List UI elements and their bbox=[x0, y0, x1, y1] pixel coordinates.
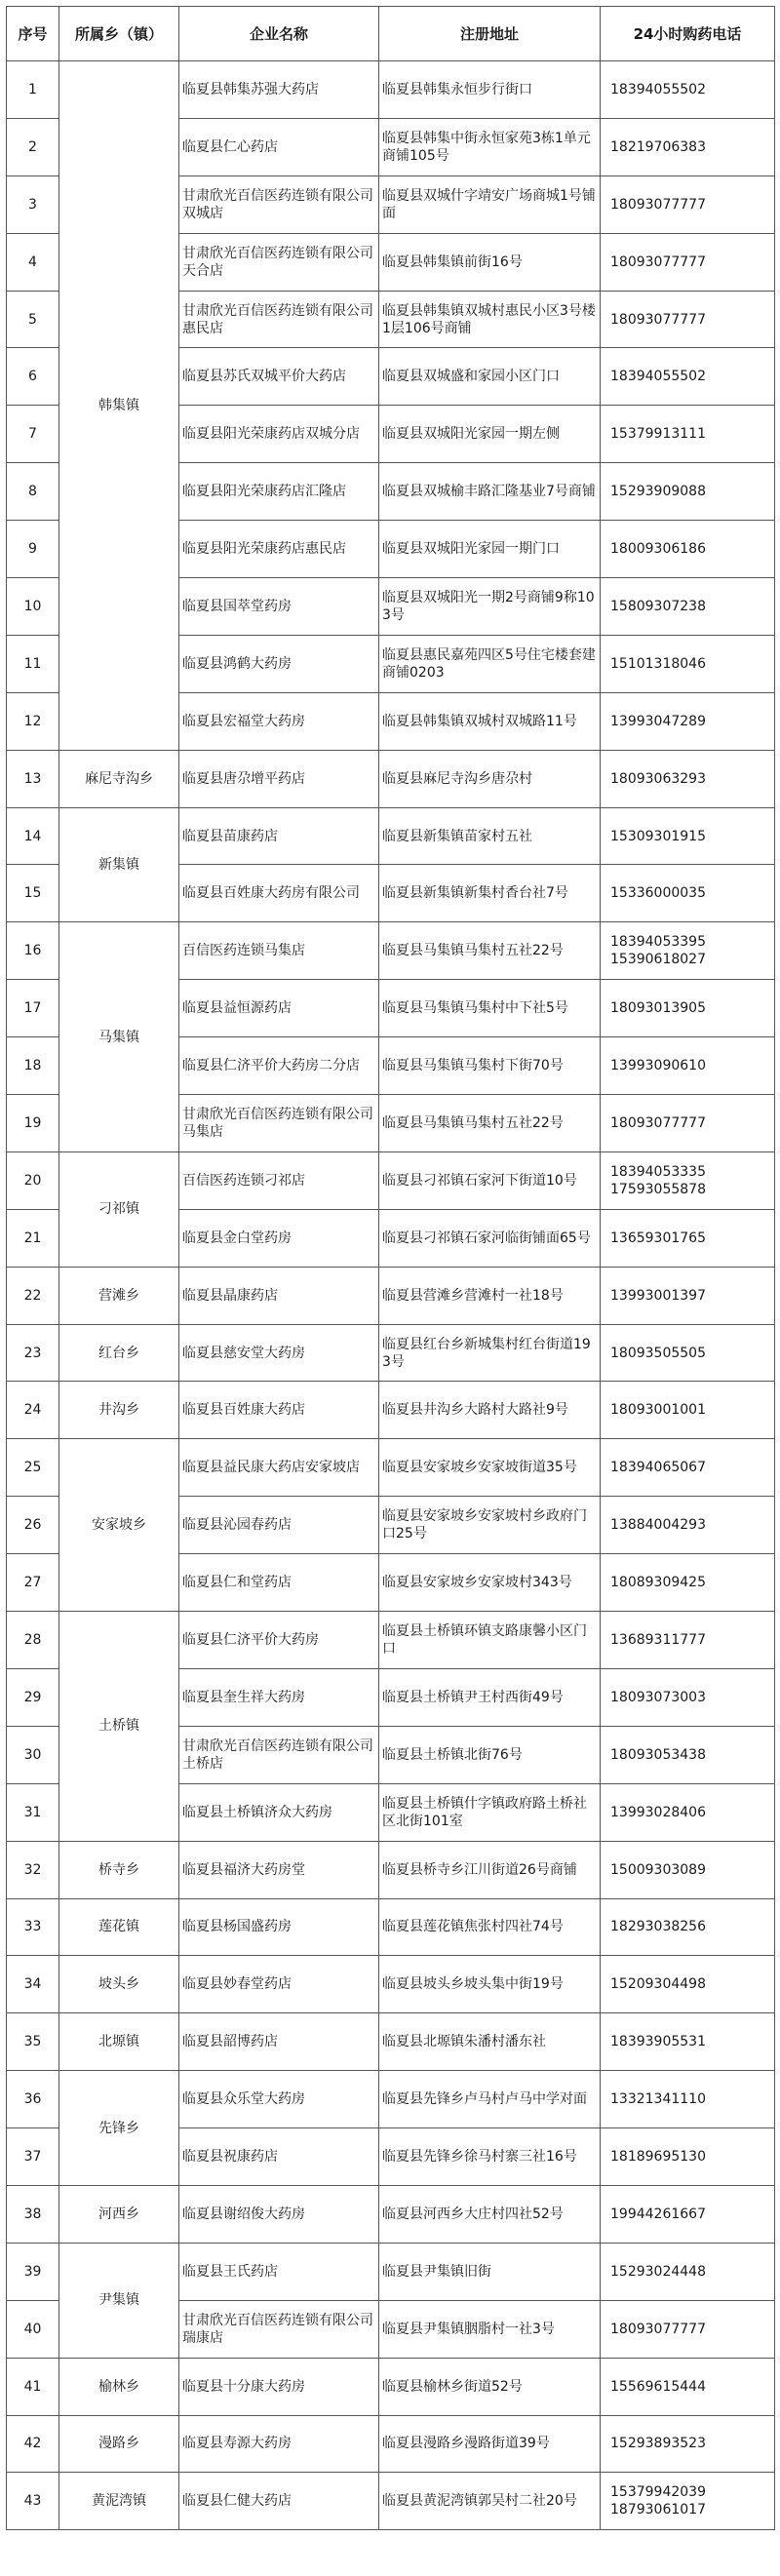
address: 临夏县双城阳光家园一期门口 bbox=[379, 521, 601, 578]
company-name: 临夏县韶博药店 bbox=[179, 2013, 379, 2071]
address: 临夏县红台乡新城集村红台街道193号 bbox=[379, 1324, 601, 1382]
town-cell: 北塬镇 bbox=[59, 2013, 179, 2071]
row-number: 10 bbox=[7, 578, 59, 636]
company-name: 临夏县金白堂药房 bbox=[179, 1209, 379, 1267]
phone: 18393905531 bbox=[601, 2013, 775, 2071]
phone: 18093077777 bbox=[601, 2300, 775, 2358]
company-name: 临夏县谢绍俊大药房 bbox=[179, 2185, 379, 2243]
company-name: 临夏县仁济平价大药房二分店 bbox=[179, 1037, 379, 1095]
town-cell: 红台乡 bbox=[59, 1324, 179, 1382]
address: 临夏县韩集镇双城村惠民小区3号楼1层106号商铺 bbox=[379, 291, 601, 348]
company-name: 甘肃欣光百信医药连锁有限公司双城店 bbox=[179, 176, 379, 233]
address: 临夏县韩集永恒步行街口 bbox=[379, 61, 601, 119]
address: 临夏县土桥镇什字镇政府路土桥社区北街101室 bbox=[379, 1783, 601, 1841]
address: 临夏县坡头乡坡头集中街19号 bbox=[379, 1956, 601, 2013]
phone: 13321341110 bbox=[601, 2071, 775, 2128]
phone: 15309301915 bbox=[601, 807, 775, 865]
address: 临夏县黄泥湾镇郭吴村二社20号 bbox=[379, 2473, 601, 2530]
company-name: 甘肃欣光百信医药连锁有限公司马集店 bbox=[179, 1095, 379, 1152]
row-number: 3 bbox=[7, 176, 59, 233]
row-number: 2 bbox=[7, 118, 59, 176]
phone: 18093505505 bbox=[601, 1324, 775, 1382]
town-cell: 莲花镇 bbox=[59, 1898, 179, 1956]
address: 临夏县安家坡乡安家坡村乡政府门口25号 bbox=[379, 1497, 601, 1554]
address: 临夏县尹集镇旧街 bbox=[379, 2243, 601, 2300]
row-number: 17 bbox=[7, 980, 59, 1037]
table-row bbox=[7, 750, 775, 807]
company-name: 临夏县阳光荣康药店双城分店 bbox=[179, 406, 379, 463]
phone: 15379913111 bbox=[601, 406, 775, 463]
header-no: 序号 bbox=[7, 7, 59, 61]
phone: 15293909088 bbox=[601, 463, 775, 521]
company-name: 百信医药连锁马集店 bbox=[179, 922, 379, 980]
company-name: 临夏县唐尕增平药店 bbox=[179, 750, 379, 807]
header-town: 所属乡（镇） bbox=[59, 7, 179, 61]
address: 临夏县营滩乡营滩村一社18号 bbox=[379, 1267, 601, 1324]
row-number: 4 bbox=[7, 233, 59, 291]
company-name: 临夏县仁和堂药店 bbox=[179, 1554, 379, 1612]
address: 临夏县井沟乡大路村大路社9号 bbox=[379, 1382, 601, 1439]
row-number: 14 bbox=[7, 807, 59, 865]
table-row bbox=[7, 1841, 775, 1898]
company-name: 临夏县沁园春药店 bbox=[179, 1497, 379, 1554]
company-name: 临夏县土桥镇济众大药房 bbox=[179, 1783, 379, 1841]
row-number: 41 bbox=[7, 2358, 59, 2415]
phone: 13659301765 bbox=[601, 1209, 775, 1267]
company-name: 临夏县百姓康大药房有限公司 bbox=[179, 865, 379, 922]
company-name: 临夏县晶康药店 bbox=[179, 1267, 379, 1324]
phone: 18394055502 bbox=[601, 61, 775, 119]
address: 临夏县尹集镇胭脂村一社3号 bbox=[379, 2300, 601, 2358]
row-number: 28 bbox=[7, 1612, 59, 1669]
address: 临夏县刁祁镇石家河下街道10号 bbox=[379, 1151, 601, 1209]
row-number: 33 bbox=[7, 1898, 59, 1956]
row-number: 19 bbox=[7, 1095, 59, 1152]
phone: 13993028406 bbox=[601, 1783, 775, 1841]
town-cell: 安家坡乡 bbox=[59, 1439, 179, 1612]
company-name: 甘肃欣光百信医药连锁有限公司惠民店 bbox=[179, 291, 379, 348]
phone: 18093013905 bbox=[601, 980, 775, 1037]
row-number: 22 bbox=[7, 1267, 59, 1324]
phone: 15809307238 bbox=[601, 578, 775, 636]
table-row bbox=[7, 1439, 775, 1497]
phone: 15009303089 bbox=[601, 1841, 775, 1898]
company-name: 百信医药连锁刁祁店 bbox=[179, 1151, 379, 1209]
phone: 18394053395 15390618027 bbox=[601, 922, 775, 980]
address: 临夏县麻尼寺沟乡唐尕村 bbox=[379, 750, 601, 807]
row-number: 13 bbox=[7, 750, 59, 807]
town-cell: 土桥镇 bbox=[59, 1612, 179, 1842]
company-name: 临夏县福济大药房堂 bbox=[179, 1841, 379, 1898]
row-number: 12 bbox=[7, 692, 59, 750]
row-number: 9 bbox=[7, 521, 59, 578]
row-number: 15 bbox=[7, 865, 59, 922]
address: 临夏县马集镇马集村下街70号 bbox=[379, 1037, 601, 1095]
table-row bbox=[7, 1382, 775, 1439]
town-cell: 刁祁镇 bbox=[59, 1151, 179, 1267]
row-number: 36 bbox=[7, 2071, 59, 2128]
phone: 15569615444 bbox=[601, 2358, 775, 2415]
address: 临夏县土桥镇尹王村西街49号 bbox=[379, 1668, 601, 1726]
company-name: 甘肃欣光百信医药连锁有限公司瑞康店 bbox=[179, 2300, 379, 2358]
row-number: 27 bbox=[7, 1554, 59, 1612]
row-number: 16 bbox=[7, 922, 59, 980]
table-row bbox=[7, 1324, 775, 1382]
town-cell: 麻尼寺沟乡 bbox=[59, 750, 179, 807]
row-number: 42 bbox=[7, 2415, 59, 2473]
phone: 18009306186 bbox=[601, 521, 775, 578]
phone: 13993090610 bbox=[601, 1037, 775, 1095]
row-number: 23 bbox=[7, 1324, 59, 1382]
address: 临夏县桥寺乡江川街道26号商铺 bbox=[379, 1841, 601, 1898]
header-address: 注册地址 bbox=[379, 7, 601, 61]
table-row bbox=[7, 1267, 775, 1324]
phone: 18189695130 bbox=[601, 2128, 775, 2186]
company-name: 临夏县苏氏双城平价大药店 bbox=[179, 348, 379, 406]
row-number: 34 bbox=[7, 1956, 59, 2013]
address: 临夏县北塬镇朱潘村潘东社 bbox=[379, 2013, 601, 2071]
address: 临夏县双城榆丰路汇隆基业7号商铺 bbox=[379, 463, 601, 521]
phone: 18394053335 17593055878 bbox=[601, 1151, 775, 1209]
company-name: 临夏县鸿鹤大药房 bbox=[179, 635, 379, 692]
row-number: 20 bbox=[7, 1151, 59, 1209]
row-number: 21 bbox=[7, 1209, 59, 1267]
phone: 18394065067 bbox=[601, 1439, 775, 1497]
town-cell: 黄泥湾镇 bbox=[59, 2473, 179, 2530]
town-cell: 榆林乡 bbox=[59, 2358, 179, 2415]
company-name: 临夏县仁济平价大药房 bbox=[179, 1612, 379, 1669]
company-name: 临夏县宏福堂大药房 bbox=[179, 692, 379, 750]
company-name: 临夏县寿源大药房 bbox=[179, 2415, 379, 2473]
row-number: 25 bbox=[7, 1439, 59, 1497]
phone: 18093077777 bbox=[601, 176, 775, 233]
address: 临夏县先锋乡徐马村寨三社16号 bbox=[379, 2128, 601, 2186]
row-number: 43 bbox=[7, 2473, 59, 2530]
phone: 13884004293 bbox=[601, 1497, 775, 1554]
table-row bbox=[7, 2243, 775, 2300]
address: 临夏县漫路乡漫路街道39号 bbox=[379, 2415, 601, 2473]
town-cell: 漫路乡 bbox=[59, 2415, 179, 2473]
town-cell: 马集镇 bbox=[59, 922, 179, 1152]
row-number: 6 bbox=[7, 348, 59, 406]
phone: 18089309425 bbox=[601, 1554, 775, 1612]
row-number: 30 bbox=[7, 1726, 59, 1783]
address: 临夏县韩集中街永恒家苑3栋1单元商铺105号 bbox=[379, 118, 601, 176]
phone: 18093077777 bbox=[601, 1095, 775, 1152]
header-company: 企业名称 bbox=[179, 7, 379, 61]
row-number: 18 bbox=[7, 1037, 59, 1095]
header-row bbox=[7, 7, 775, 61]
address: 临夏县马集镇马集村五社22号 bbox=[379, 1095, 601, 1152]
row-number: 5 bbox=[7, 291, 59, 348]
row-number: 38 bbox=[7, 2185, 59, 2243]
table-body bbox=[7, 61, 775, 2530]
town-cell: 韩集镇 bbox=[59, 61, 179, 751]
row-number: 24 bbox=[7, 1382, 59, 1439]
address: 临夏县韩集镇双城村双城路11号 bbox=[379, 692, 601, 750]
address: 临夏县韩集镇前街16号 bbox=[379, 233, 601, 291]
row-number: 40 bbox=[7, 2300, 59, 2358]
company-name: 临夏县苗康药店 bbox=[179, 807, 379, 865]
phone: 13993047289 bbox=[601, 692, 775, 750]
phone: 18293038256 bbox=[601, 1898, 775, 1956]
phone: 18093077777 bbox=[601, 233, 775, 291]
address: 临夏县安家坡乡安家坡村343号 bbox=[379, 1554, 601, 1612]
company-name: 临夏县祝康药店 bbox=[179, 2128, 379, 2186]
table-row bbox=[7, 1612, 775, 1669]
address: 临夏县双城阳光家园一期左侧 bbox=[379, 406, 601, 463]
phone: 15379942039 18793061017 bbox=[601, 2473, 775, 2530]
row-number: 31 bbox=[7, 1783, 59, 1841]
table-row bbox=[7, 2358, 775, 2415]
phone: 18219706383 bbox=[601, 118, 775, 176]
phone: 19944261667 bbox=[601, 2185, 775, 2243]
address: 临夏县双城阳光一期2号商铺9称103号 bbox=[379, 578, 601, 636]
company-name: 临夏县益恒源药店 bbox=[179, 980, 379, 1037]
address: 临夏县刁祁镇石家河临街铺面65号 bbox=[379, 1209, 601, 1267]
company-name: 甘肃欣光百信医药连锁有限公司土桥店 bbox=[179, 1726, 379, 1783]
phone: 18093077777 bbox=[601, 291, 775, 348]
company-name: 临夏县杨国盛药房 bbox=[179, 1898, 379, 1956]
company-name: 临夏县王氏药店 bbox=[179, 2243, 379, 2300]
town-cell: 河西乡 bbox=[59, 2185, 179, 2243]
table-row bbox=[7, 2013, 775, 2071]
phone: 18394055502 bbox=[601, 348, 775, 406]
address: 临夏县新集镇新集村香台社7号 bbox=[379, 865, 601, 922]
company-name: 临夏县韩集苏强大药店 bbox=[179, 61, 379, 119]
row-number: 7 bbox=[7, 406, 59, 463]
table-row bbox=[7, 2071, 775, 2128]
phone: 18093063293 bbox=[601, 750, 775, 807]
address: 临夏县莲花镇焦张村四社74号 bbox=[379, 1898, 601, 1956]
company-name: 临夏县百姓康大药店 bbox=[179, 1382, 379, 1439]
table-row bbox=[7, 2415, 775, 2473]
phone: 15209304498 bbox=[601, 1956, 775, 2013]
phone: 15293024448 bbox=[601, 2243, 775, 2300]
address: 临夏县安家坡乡安家坡街道35号 bbox=[379, 1439, 601, 1497]
header-phone: 24小时购药电话 bbox=[601, 7, 775, 61]
row-number: 37 bbox=[7, 2128, 59, 2186]
table-row bbox=[7, 61, 775, 119]
phone: 15101318046 bbox=[601, 635, 775, 692]
address: 临夏县新集镇苗家村五社 bbox=[379, 807, 601, 865]
address: 临夏县双城什字靖安广场商城1号铺面 bbox=[379, 176, 601, 233]
row-number: 35 bbox=[7, 2013, 59, 2071]
address: 临夏县土桥镇北街76号 bbox=[379, 1726, 601, 1783]
town-cell: 桥寺乡 bbox=[59, 1841, 179, 1898]
town-cell: 营滩乡 bbox=[59, 1267, 179, 1324]
table-row bbox=[7, 1956, 775, 2013]
company-name: 临夏县慈安堂大药房 bbox=[179, 1324, 379, 1382]
phone: 18093053438 bbox=[601, 1726, 775, 1783]
phone: 15336000035 bbox=[601, 865, 775, 922]
company-name: 临夏县奎生祥大药房 bbox=[179, 1668, 379, 1726]
table-row bbox=[7, 1898, 775, 1956]
table-row bbox=[7, 1151, 775, 1209]
address: 临夏县土桥镇环镇支路康馨小区门口 bbox=[379, 1612, 601, 1669]
company-name: 临夏县国萃堂药房 bbox=[179, 578, 379, 636]
address: 临夏县先锋乡卢马村卢马中学对面 bbox=[379, 2071, 601, 2128]
address: 临夏县马集镇马集村中下社5号 bbox=[379, 980, 601, 1037]
phone: 13689311777 bbox=[601, 1612, 775, 1669]
address: 临夏县惠民嘉苑四区5号住宅楼套建商铺0203 bbox=[379, 635, 601, 692]
company-name: 临夏县阳光荣康药店惠民店 bbox=[179, 521, 379, 578]
row-number: 8 bbox=[7, 463, 59, 521]
town-cell: 井沟乡 bbox=[59, 1382, 179, 1439]
company-name: 临夏县仁心药店 bbox=[179, 118, 379, 176]
phone: 13993001397 bbox=[601, 1267, 775, 1324]
address: 临夏县马集镇马集村五社22号 bbox=[379, 922, 601, 980]
company-name: 临夏县益民康大药店安家坡店 bbox=[179, 1439, 379, 1497]
row-number: 32 bbox=[7, 1841, 59, 1898]
row-number: 39 bbox=[7, 2243, 59, 2300]
phone: 18093001001 bbox=[601, 1382, 775, 1439]
pharmacy-table bbox=[6, 6, 775, 2530]
address: 临夏县榆林乡街道52号 bbox=[379, 2358, 601, 2415]
company-name: 临夏县十分康大药房 bbox=[179, 2358, 379, 2415]
table-row bbox=[7, 807, 775, 865]
phone: 18093073003 bbox=[601, 1668, 775, 1726]
company-name: 临夏县众乐堂大药房 bbox=[179, 2071, 379, 2128]
company-name: 临夏县仁健大药店 bbox=[179, 2473, 379, 2530]
company-name: 临夏县妙春堂药店 bbox=[179, 1956, 379, 2013]
table-row bbox=[7, 2473, 775, 2530]
address: 临夏县河西乡大庄村四社52号 bbox=[379, 2185, 601, 2243]
town-cell: 先锋乡 bbox=[59, 2071, 179, 2186]
row-number: 26 bbox=[7, 1497, 59, 1554]
town-cell: 坡头乡 bbox=[59, 1956, 179, 2013]
town-cell: 新集镇 bbox=[59, 807, 179, 922]
table-row bbox=[7, 2185, 775, 2243]
row-number: 11 bbox=[7, 635, 59, 692]
row-number: 29 bbox=[7, 1668, 59, 1726]
address: 临夏县双城盛和家园小区门口 bbox=[379, 348, 601, 406]
phone: 15293893523 bbox=[601, 2415, 775, 2473]
row-number: 1 bbox=[7, 61, 59, 119]
company-name: 临夏县阳光荣康药店汇隆店 bbox=[179, 463, 379, 521]
table-row bbox=[7, 922, 775, 980]
town-cell: 尹集镇 bbox=[59, 2243, 179, 2358]
company-name: 甘肃欣光百信医药连锁有限公司天合店 bbox=[179, 233, 379, 291]
